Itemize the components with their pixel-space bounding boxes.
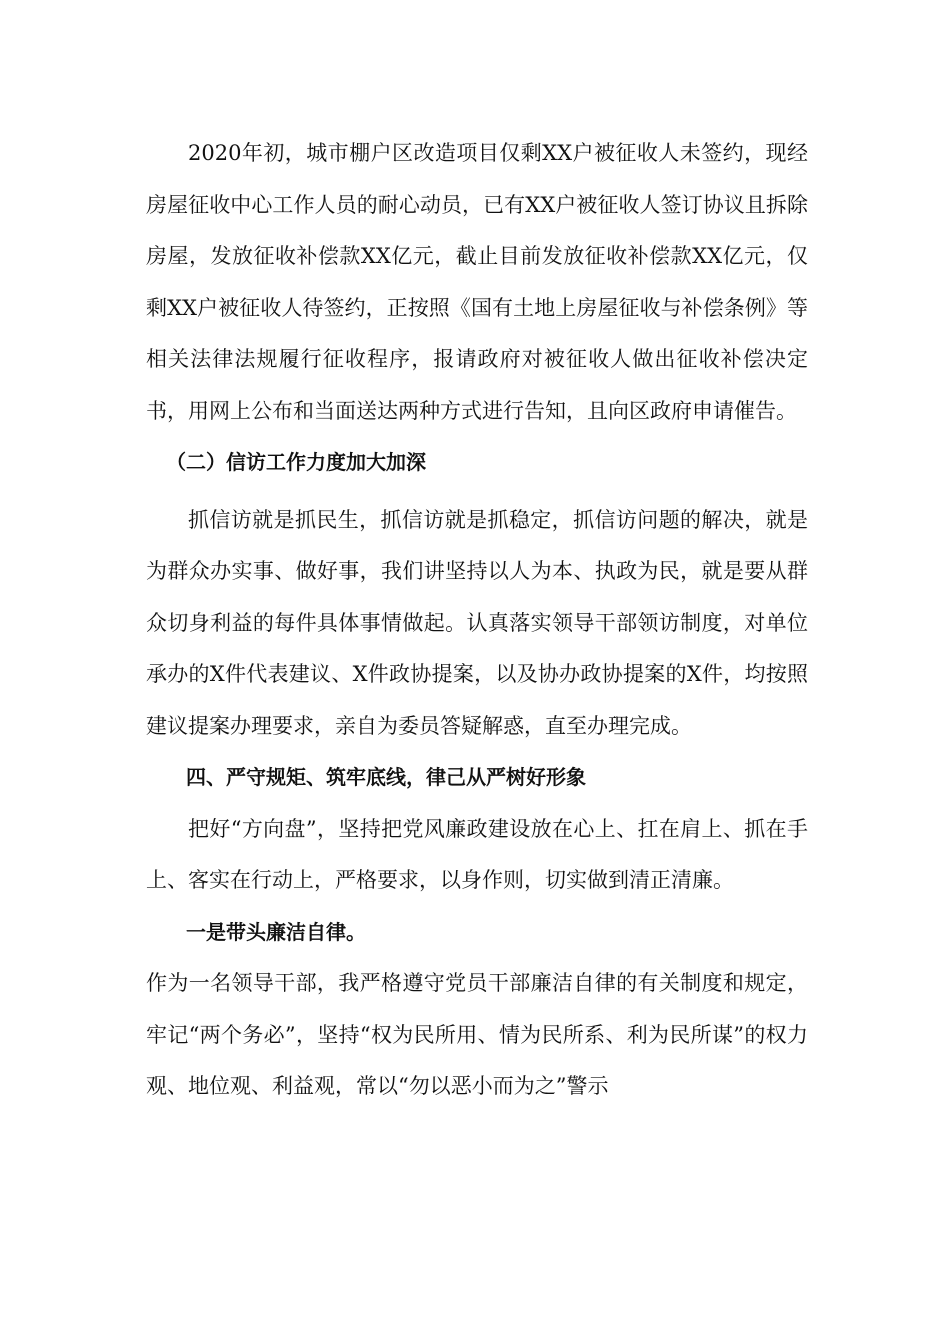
subheading-petition-work: （二）信访工作力度加大加深 bbox=[166, 450, 426, 474]
document-body bbox=[146, 128, 808, 1113]
paragraph-petition-work: 抓信访就是抓民生，抓信访就是抓稳定，抓信访问题的解决，就是为群众办实事、做好事，我们讲坚持以人为本、执政为民，就是要从群众切身利益的每件具体事情做起。认真落实领导干部领访制度，对单位承办的X件代表建议、X件政协提案，以及协办政协提案的X件，均按照建议提案办理要求，亲自为委员答疑解惑，直至办理完成。 bbox=[146, 507, 808, 738]
paragraph-leader-conduct: 作为一名领导干部，我严格遵守党员干部廉洁自律的有关制度和规定，牢记“两个务必”，坚持“权为民所用、情为民所系、利为民所谋”的权力观、地位观、利益观，常以“勿以恶小而为之”警示 bbox=[146, 971, 808, 1098]
paragraph-steering-wheel: 把好“方向盘”，坚持把党风廉政建设放在心上、扛在肩上、抓在手上、客实在行动上，严格要求，以身作则，切实做到清正清廉。 bbox=[146, 816, 808, 892]
section-heading-discipline: 四、严守规矩、筑牢底线，律己从严树好形象 bbox=[186, 765, 586, 789]
subheading-self-discipline: 一是带头廉洁自律。 bbox=[186, 919, 366, 944]
paragraph-demolition-progress: 2020年初，城市棚户区改造项目仅剩XX户被征收人未签约，现经房屋征收中心工作人员的耐心动员，已有XX户被征收人签订协议且拆除房屋，发放征收补偿款XX亿元，截止目前发放征收补偿款XX亿元，仅剩XX户被征收人待签约，正按照《国有土地上房屋征收与补偿条例》等相关法律法规履行征收程序，报请政府对被征收人做出征收补偿决定书，用网上公布和当面送达两种方式进行告知，且向区政府申请催告。 bbox=[146, 141, 808, 423]
